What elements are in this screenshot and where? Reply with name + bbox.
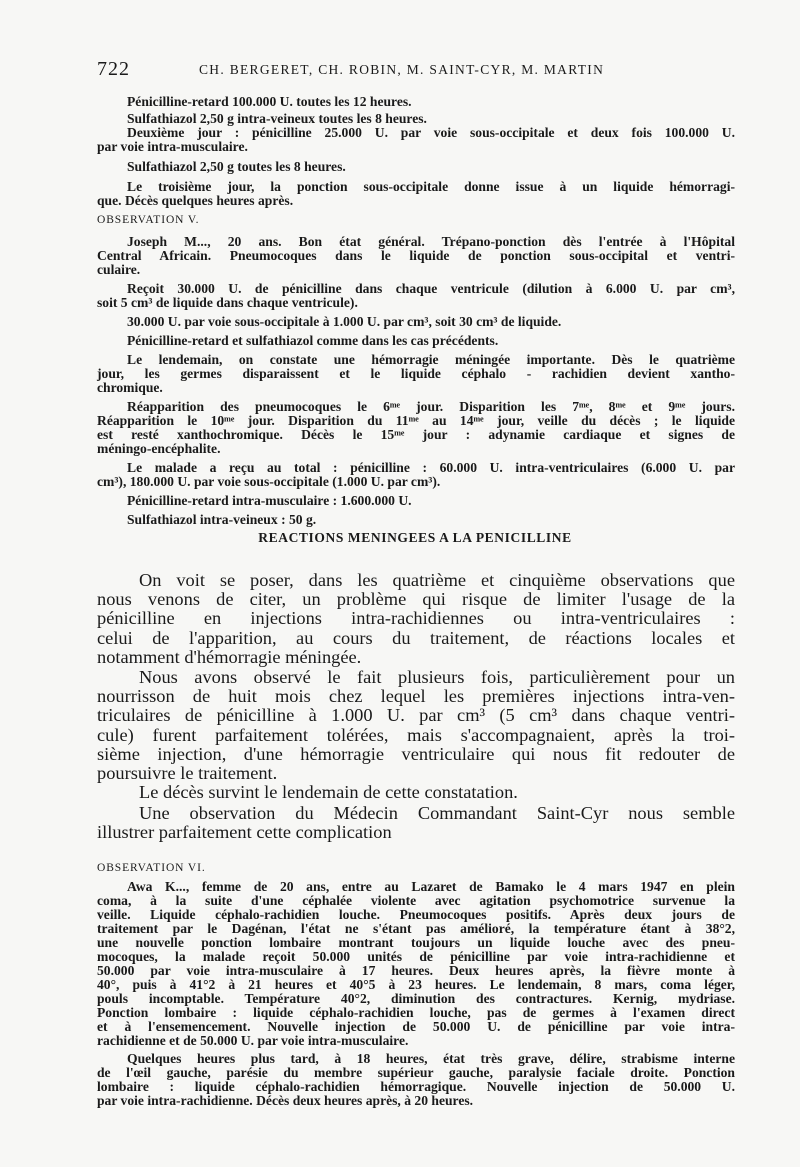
text-line: est resté xanthochromique. Décès le 15ᵐᵉ jour : adynamie cardiaque et signes de	[97, 427, 735, 442]
text-line: cm³), 180.000 U. par voie sous-occipitale (1.000 U. par cm³).	[97, 474, 441, 489]
text-line: Pénicilline-retard intra-musculaire : 1.600.000 U.	[127, 493, 412, 508]
text-line: Central Africain. Pneumocoques dans le liquide de ponction sous-occipital et ventri-	[97, 248, 735, 263]
text-line: 40°, puis à 41°2 à 21 heures et 40°5 à 23 heures. Le lendemain, 8 mars, coma léger,	[97, 977, 735, 992]
text-line: Quelques heures plus tard, à 18 heures, état très grave, délire, strabisme interne	[127, 1051, 735, 1066]
text-line: jour, les germes disparaissent et le liquide céphalo - rachidien devient xantho-	[97, 366, 735, 381]
text-line: culaire.	[97, 262, 141, 277]
text-line: Joseph M..., 20 ans. Bon état général. Trépano-ponction dès l'entrée à l'Hôpital	[127, 234, 735, 249]
main-text-paragraph-3	[97, 783, 735, 802]
text-line: nourrisson de huit mois chez lequel les premières injections intra-ven-	[97, 686, 735, 707]
observation-5-body	[97, 235, 735, 527]
text-line: Le décès survint le lendemain de cette constatation.	[139, 782, 518, 802]
text-line: méningo-encéphalite.	[97, 441, 221, 456]
page-number: 722	[97, 58, 130, 80]
text-line: On voit se poser, dans les quatrième et cinquième observations que	[139, 570, 735, 590]
section-title: REACTIONS MENINGEES A LA PENICILLINE	[258, 530, 572, 545]
text-line: Reçoit 30.000 U. de pénicilline dans chaque ventricule (dilution à 6.000 U. par cm³,	[127, 281, 735, 296]
text-line: 30.000 U. par voie sous-occipitale à 1.000 U. par cm³, soit 30 cm³ de liquide.	[127, 314, 562, 329]
text-line: Réapparition des pneumocoques le 6ᵐᵉ jour. Disparition les 7ᵐᵉ, 8ᵐᵉ et 9ᵐᵉ jours.	[127, 399, 735, 414]
text-line: Ponction lombaire : liquide céphalo-rachidien louche, pas de germes à l'examen direct	[97, 1005, 735, 1020]
prior-observation-continuation	[97, 95, 735, 208]
text-line: que. Décès quelques heures après.	[97, 193, 294, 208]
text-line: rachidienne et de 50.000 U. par voie intra-musculaire.	[97, 1033, 409, 1048]
running-head: CH. BERGERET, CH. ROBIN, M. SAINT-CYR, M. MARTIN	[199, 62, 605, 77]
text-line: soit 5 cm³ de liquide dans chaque ventricule).	[97, 295, 358, 310]
text-line: triculaires de pénicilline à 1.000 U. par cm³ (5 cm³ dans chaque ventri-	[97, 705, 735, 726]
text-line: 50.000 par voie intra-musculaire à 17 heures. Deux heures après, la fièvre monte à	[97, 963, 735, 978]
text-line: Pénicilline-retard et sulfathiazol comme dans les cas précédents.	[127, 333, 499, 348]
text-line: de l'œil gauche, parésie du membre supérieur gauche, paralysie faciale droite. Ponction	[97, 1065, 735, 1080]
main-text-paragraph-4	[97, 804, 735, 842]
text-line: chromique.	[97, 380, 163, 395]
text-line: coma, à la suite d'une céphalée violente avec agitation psychomotrice survenue la	[97, 893, 735, 908]
text-line: veille. Liquide céphalo-rachidien louche. Pneumocoques positifs. Après deux jours de	[97, 907, 735, 922]
text-line: Sulfathiazol intra-veineux : 50 g.	[127, 512, 317, 527]
text-line: Réapparition le 10ᵐᵉ jour. Disparition du 11ᵐᵉ au 14ᵐᵉ jour, veille du décès ; le liquide	[97, 413, 735, 428]
text-line: Deuxième jour : pénicilline 25.000 U. par voie sous-occipitale et deux fois 100.000 U.	[127, 125, 735, 140]
text-line: Sulfathiazol 2,50 g toutes les 8 heures.	[127, 159, 346, 174]
text-line: par voie intra-musculaire.	[97, 139, 248, 154]
page-header	[97, 58, 697, 82]
text-line: Awa K..., femme de 20 ans, entre au Lazaret de Bamako le 4 mars 1947 en plein	[127, 879, 735, 894]
text-line: Pénicilline-retard 100.000 U. toutes les 12 heures.	[127, 94, 412, 109]
text-line: cule) furent parfaitement tolérées, mais s'accompagnaient, après la troi-	[97, 724, 735, 745]
text-line: Sulfathiazol 2,50 g intra-veineux toutes les 8 heures.	[127, 111, 427, 126]
text-line: illustrer parfaitement cette complication	[97, 822, 392, 843]
text-line: celui de l'apparition, au cours du traitement, de réactions locales et	[97, 627, 735, 648]
text-line: mocoques, la malade reçoit 50.000 unités de pénicilline par voie intra-rachidienne et	[97, 949, 735, 964]
text-line: Le malade a reçu au total : pénicilline : 60.000 U. intra-ventriculaires (6.000 U. par	[127, 460, 735, 475]
observation-6-heading: OBSERVATION VI.	[97, 862, 206, 874]
text-line: sième injection, d'une hémorragie ventriculaire qui nous fit redouter de	[97, 743, 735, 764]
text-line: lombaire : liquide céphalo-rachidien hémorragique. Nouvelle injection de 50.000 U.	[97, 1079, 735, 1094]
observation-6-body	[97, 880, 735, 1108]
text-line: nous venons de citer, un problème qui risque de limiter l'usage de la	[97, 589, 735, 610]
text-line: traitement par le Dagénan, l'état ne s'étant pas amélioré, la température étant à 38°2,	[97, 921, 735, 936]
text-line: et à l'ensemencement. Nouvelle injection de 50.000 U. de pénicilline par voie intra-	[97, 1019, 735, 1034]
main-text-paragraph-2	[97, 668, 735, 783]
text-line: Nous avons observé le fait plusieurs fois, particulièrement pour un	[139, 667, 735, 687]
text-line: par voie intra-rachidienne. Décès deux heures après, à 20 heures.	[97, 1093, 474, 1108]
main-text-paragraph-1	[97, 571, 735, 667]
text-line: Le troisième jour, la ponction sous-occipitale donne issue à un liquide hémorragi-	[127, 179, 735, 194]
text-line: poursuivre le traitement.	[97, 763, 278, 784]
text-line: une nouvelle ponction lombaire montrant toujours un liquide louche avec des pneu-	[97, 935, 735, 950]
text-line: pénicilline en injections intra-rachidiennes ou intra-ventriculaires :	[97, 608, 735, 629]
text-line: notamment d'hémorragie méningée.	[97, 646, 362, 667]
text-line: Une observation du Médecin Commandant Saint-Cyr nous semble	[139, 803, 735, 823]
text-line: Le lendemain, on constate une hémorragie méningée importante. Dès le quatrième	[127, 352, 735, 367]
text-line: pouls incomptable. Température 40°2, diminution des contractures. Kernig, mydriase.	[97, 991, 735, 1006]
observation-5-heading: OBSERVATION V.	[97, 214, 200, 226]
